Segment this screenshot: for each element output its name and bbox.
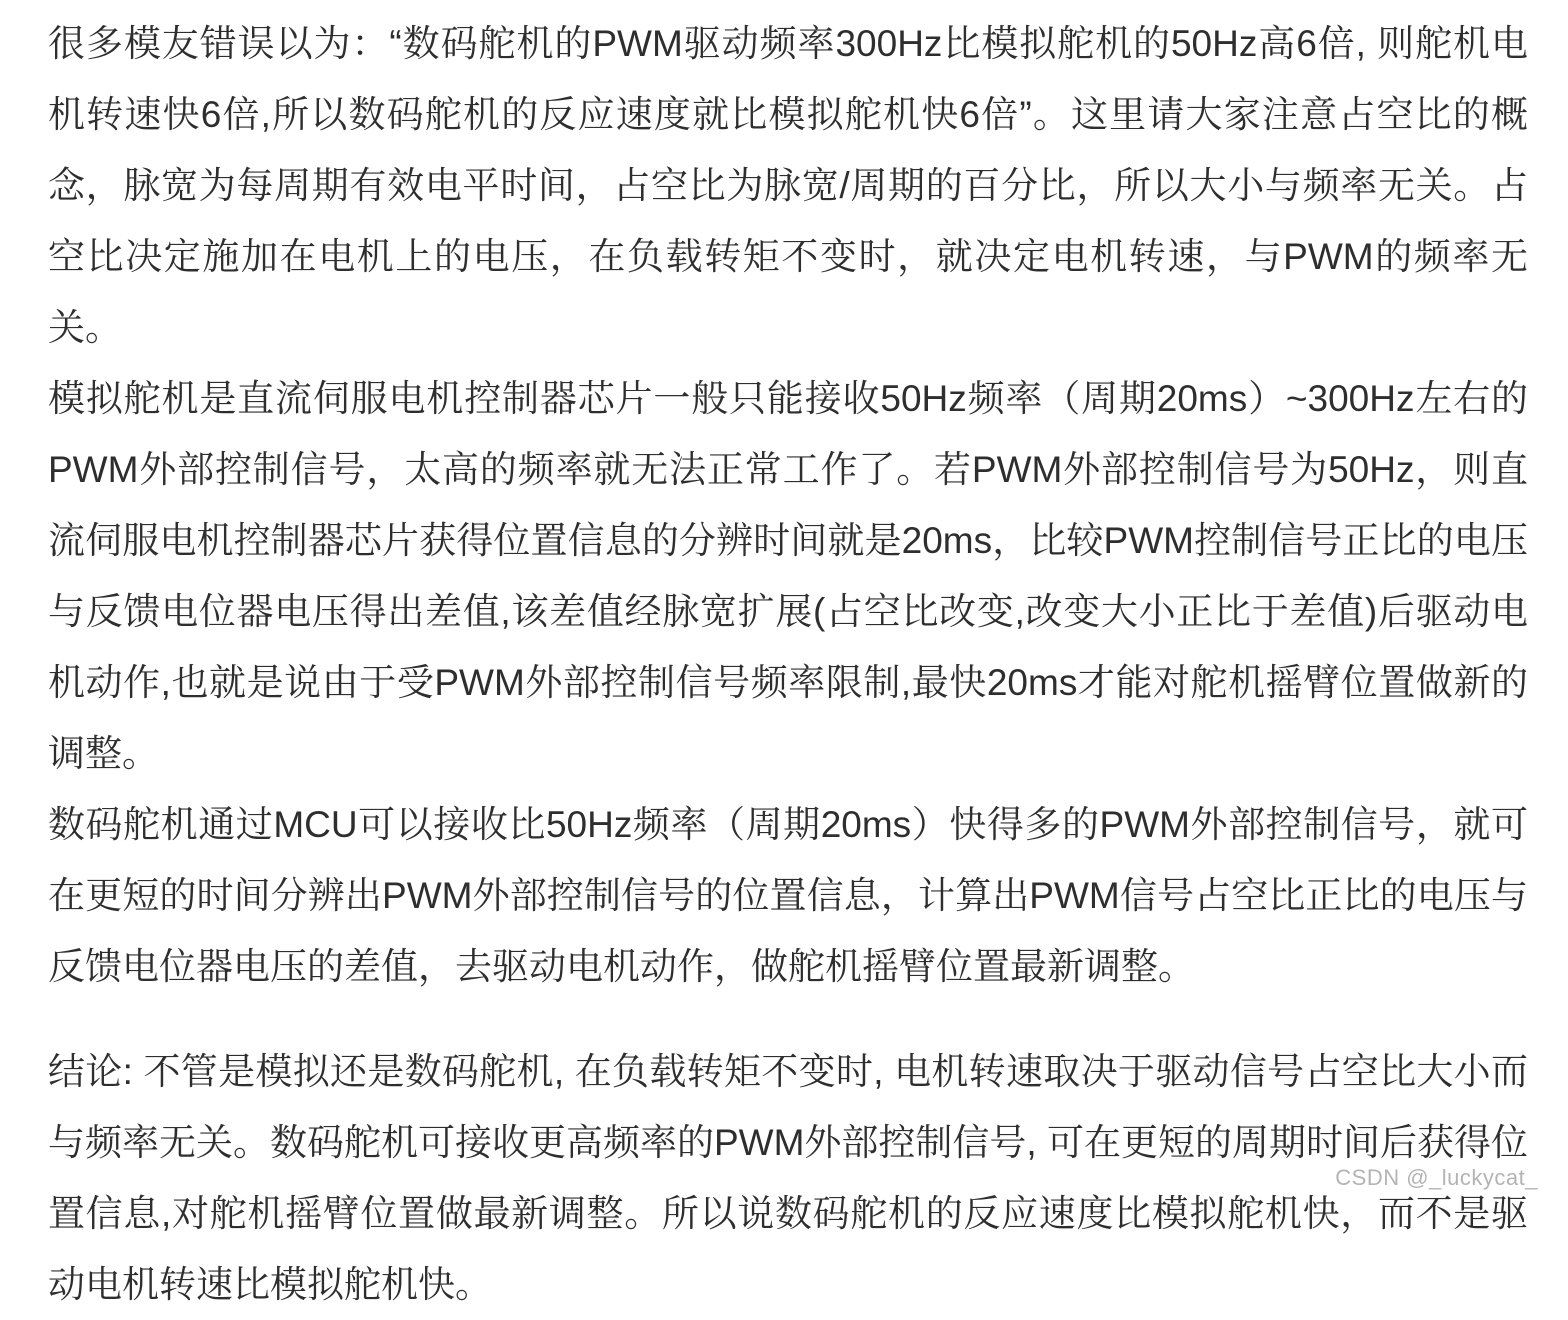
- paragraph-4-conclusion: 结论: 不管是模拟还是数码舵机, 在负载转矩不变时, 电机转速取决于驱动信号占空比大小而与频率无关。数码舵机可接收更高频率的PWM外部控制信号, 可在更短的周期时间后获得位置信息,对舵机摇臂位置做最新调整。所以说数码舵机的反应速度比模拟舵机快，而不是驱动电机转速比模拟舵机快。: [48, 1051, 1528, 1305]
- watermark-label: CSDN @_luckycat_: [1335, 1165, 1538, 1190]
- paragraph-2: 模拟舵机是直流伺服电机控制器芯片一般只能接收50Hz频率（周期20ms）~300Hz左右的PWM外部控制信号，太高的频率就无法正常工作了。若PWM外部控制信号为50Hz，则直流伺服电机控制器芯片获得位置信息的分辨时间就是20ms，比较PWM控制信号正比的电压与反馈电位器电压得出差值,该差值经脉宽扩展(占空比改变,改变大小正比于差值)后驱动电机动作,也就是说由于受PWM外部控制信号频率限制,最快20ms才能对舵机摇臂位置做新的调整。: [48, 378, 1528, 774]
- article-body: [48, 8, 1528, 1320]
- paragraph-3: 数码舵机通过MCU可以接收比50Hz频率（周期20ms）快得多的PWM外部控制信号，就可在更短的时间分辨出PWM外部控制信号的位置信息，计算出PWM信号占空比正比的电压与反馈电位器电压的差值，去驱动电机动作，做舵机摇臂位置最新调整。: [48, 804, 1528, 987]
- paragraph-1: 很多模友错误以为：“数码舵机的PWM驱动频率300Hz比模拟舵机的50Hz高6倍, 则舵机电机转速快6倍,所以数码舵机的反应速度就比模拟舵机快6倍”。这里请大家注意占空比的概念，脉宽为每周期有效电平时间，占空比为脉宽/周期的百分比，所以大小与频率无关。占空比决定施加在电机上的电压，在负载转矩不变时，就决定电机转速，与PWM的频率无关。: [48, 23, 1528, 348]
